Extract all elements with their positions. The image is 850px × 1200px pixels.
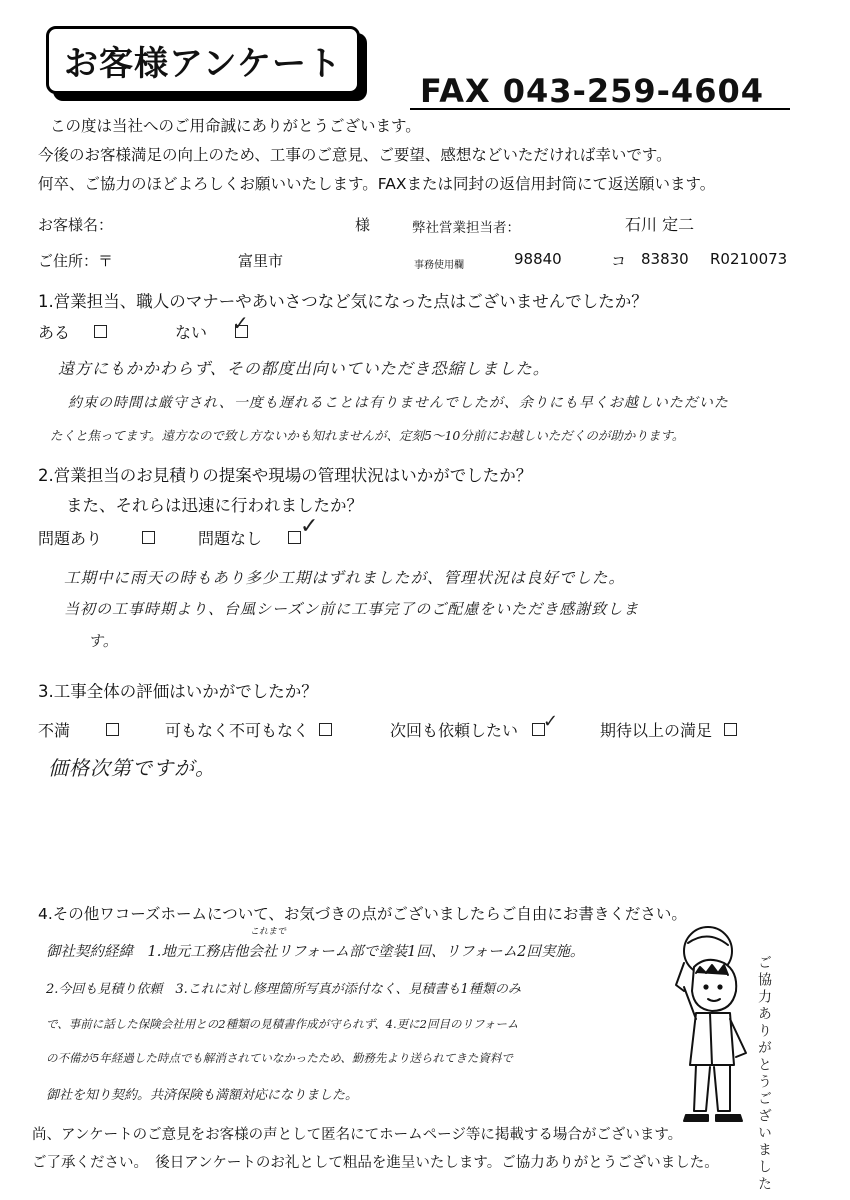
- footer-line-2: ご了承ください。 後日アンケートのお礼として粗品を進呈いたします。ご協力ありがとうございました。: [32, 1155, 719, 1171]
- q1-answer-line-3: たくと焦ってます。遠方なので致し方ないかも知れませんが、定刻5～10分前にお越しいただくのが助かります。: [50, 428, 685, 443]
- q3-option-neutral[interactable]: [165, 718, 332, 741]
- office-code-1: 98840: [514, 250, 562, 268]
- q1-check-mark: ✓: [232, 311, 249, 335]
- q3-option-repeat[interactable]: [390, 718, 545, 741]
- intro-line-3: 何卒、ご協力のほどよろしくお願いいたします。FAXまたは同封の返信用封筒にて返送願います。: [38, 175, 716, 193]
- office-use-label: 事務使用欄: [414, 260, 464, 271]
- q1-option-nai-label: ない: [175, 323, 208, 342]
- q3-option-exceeded-label: 期待以上の満足: [600, 721, 713, 740]
- q1-aru-checkbox[interactable]: [94, 325, 107, 338]
- q4-annotation: これまで: [250, 927, 287, 937]
- q2-question: 2.営業担当のお見積りの提案や現場の管理状況はいかがでしたか？: [38, 466, 533, 485]
- q4-question: 4.その他ワコーズホームについて、お気づきの点がございましたらご自由にお書きください。: [38, 905, 687, 923]
- q4-answer-line-2: 2.今回も見積り依頼 3.これに対し修理箇所写真が添付なく、見積書も1種類のみ: [46, 982, 521, 997]
- q4-answer-line-1: 御社契約経緯 1.地元工務店他会社リフォーム部で塗装1回、リフォーム2回実施。: [46, 944, 585, 960]
- q2-answer-line-1: 工期中に雨天の時もあり多少工期はずれましたが、管理状況は良好でした。: [64, 569, 626, 587]
- q3-option-neutral-label: 可もなく不可もなく: [165, 721, 310, 740]
- q1-option-aru[interactable]: [38, 320, 107, 343]
- office-code-3: R0210073: [710, 250, 788, 268]
- q1-question: 1.営業担当、職人のマナーやあいさつなど気になった点はございませんでしたか？: [38, 292, 648, 311]
- office-code-2: 83830: [641, 250, 689, 268]
- q2-option-issue[interactable]: [38, 526, 155, 549]
- city: 富里市: [238, 252, 284, 270]
- q1-option-aru-label: ある: [38, 323, 71, 342]
- footer-line-1: 尚、アンケートのご意見をお客様の声として匿名にてホームページ等に掲載する場合がございます。: [32, 1127, 683, 1143]
- fax-number: FAX 043-259-4604: [420, 72, 764, 110]
- intro-line-1: この度は当社へのご用命誠にありがとうございます。: [50, 117, 421, 135]
- q2-option-noissue[interactable]: [198, 526, 301, 549]
- office-code-kana: コ: [611, 252, 627, 270]
- q3-option-dissatisfied-label: 不満: [38, 721, 71, 740]
- q3-check-mark: ✓: [543, 711, 559, 732]
- q2-question-2: また、それらは迅速に行われましたか？: [66, 496, 363, 515]
- staff-name: 石川 定二: [625, 215, 695, 234]
- q3-question: 3.工事全体の評価はいかがでしたか？: [38, 682, 318, 701]
- q2-check-mark: ✓: [300, 514, 319, 539]
- q3-option-exceeded[interactable]: [600, 718, 737, 741]
- address-label: ご住所：〒: [38, 252, 114, 270]
- mascot-illustration: [650, 915, 770, 1130]
- sama-label: 様: [355, 216, 371, 234]
- intro-line-2: 今後のお客様満足の向上のため、工事のご意見、ご要望、感想などいただければ幸いです。: [38, 146, 672, 164]
- fax-underline: [410, 108, 790, 110]
- q3-answer: 価格次第ですが。: [48, 756, 216, 780]
- q4-answer-line-5: 御社を知り契約。共済保険も満額対応になりました。: [46, 1088, 359, 1103]
- title-box: [46, 26, 360, 94]
- q3-dissatisfied-checkbox[interactable]: [106, 723, 119, 736]
- side-thanks-text: ご協力ありがとうございました: [756, 955, 772, 1193]
- q2-answer-line-2: 当初の工事時期より、台風シーズン前に工事完了のご配慮をいただき感謝致しま: [64, 600, 640, 618]
- page-title: お客様アンケート: [64, 43, 342, 84]
- q3-exceeded-checkbox[interactable]: [724, 723, 737, 736]
- q4-answer-line-4: の不備が5年経過した時点でも解消されていなかったため、勤務先より送られてきた資料で: [46, 1051, 513, 1065]
- q4-answer-line-3: で、事前に話した保険会社用との2種類の見積書作成が守られず、4.更に2回目のリフォーム: [46, 1017, 519, 1031]
- q3-neutral-checkbox[interactable]: [319, 723, 332, 736]
- q2-issue-checkbox[interactable]: [142, 531, 155, 544]
- q1-answer-line-1: 遠方にもかかわらず、その都度出向いていただき恐縮しました。: [58, 359, 550, 378]
- customer-name-label: お客様名：: [38, 216, 114, 234]
- q1-answer-line-2: 約束の時間は厳守され、一度も遅れることは有りませんでしたが、余りにも早くお越しいただいた: [68, 395, 729, 411]
- q2-option-noissue-label: 問題なし: [198, 529, 263, 548]
- q3-option-repeat-label: 次回も依頼したい: [390, 721, 519, 740]
- q2-answer-line-3: す。: [88, 632, 119, 650]
- staff-label: 弊社営業担当者：: [412, 220, 520, 236]
- q3-option-dissatisfied[interactable]: [38, 718, 119, 741]
- q2-option-issue-label: 問題あり: [38, 529, 103, 548]
